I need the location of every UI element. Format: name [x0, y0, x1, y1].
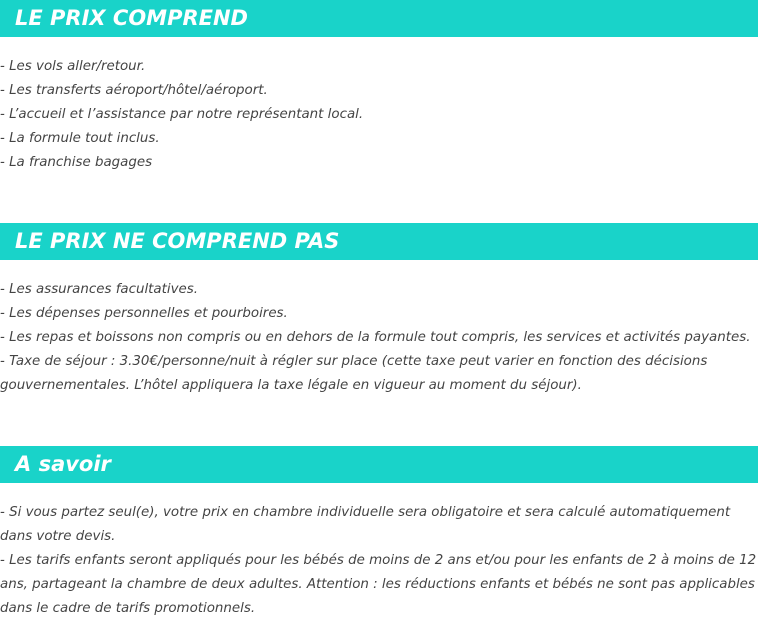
section-good-to-know: [0, 446, 758, 619]
section-title: A savoir: [0, 446, 758, 483]
section-price-excludes: [0, 223, 758, 446]
list-item: - Les repas et boissons non compris ou en dehors de la formule tout compris, les services et activités payantes.: [0, 330, 751, 345]
list-item: - Les transferts aéroport/hôtel/aéroport.: [0, 83, 268, 98]
list-item: - La franchise bagages: [0, 155, 153, 170]
list-item: - Les dépenses personnelles et pourboires.: [0, 306, 288, 321]
list-item: - Les vols aller/retour.: [0, 59, 146, 74]
section-list: [0, 260, 758, 398]
section-list: [0, 483, 758, 621]
section-price-includes: [0, 0, 758, 223]
list-item: - L’accueil et l’assistance par notre représentant local.: [0, 107, 364, 122]
list-item: - Les tarifs enfants seront appliqués pour les bébés de moins de 2 ans et/ou pour les enfants de 2 à moins de 12 ans, partageant la chambre de deux adultes. Attention : les réductions enfants et bébés ne sont pas applicables dans le cadre de tarifs promotionnels.: [0, 553, 757, 616]
list-item: - Les assurances facultatives.: [0, 282, 199, 297]
list-item: - Si vous partez seul(e), votre prix en chambre individuelle sera obligatoire et sera calculé automatiquement dans votre devis.: [0, 505, 731, 544]
list-item: - Taxe de séjour : 3.30€/personne/nuit à régler sur place (cette taxe peut varier en fonction des décisions gouvernementales. L’hôtel appliquera la taxe légale en vigueur au moment du séjour).: [0, 354, 708, 393]
section-list: [0, 37, 758, 175]
section-title: LE PRIX NE COMPREND PAS: [0, 223, 758, 260]
list-item: - La formule tout inclus.: [0, 131, 160, 146]
section-title: LE PRIX COMPREND: [0, 0, 758, 37]
